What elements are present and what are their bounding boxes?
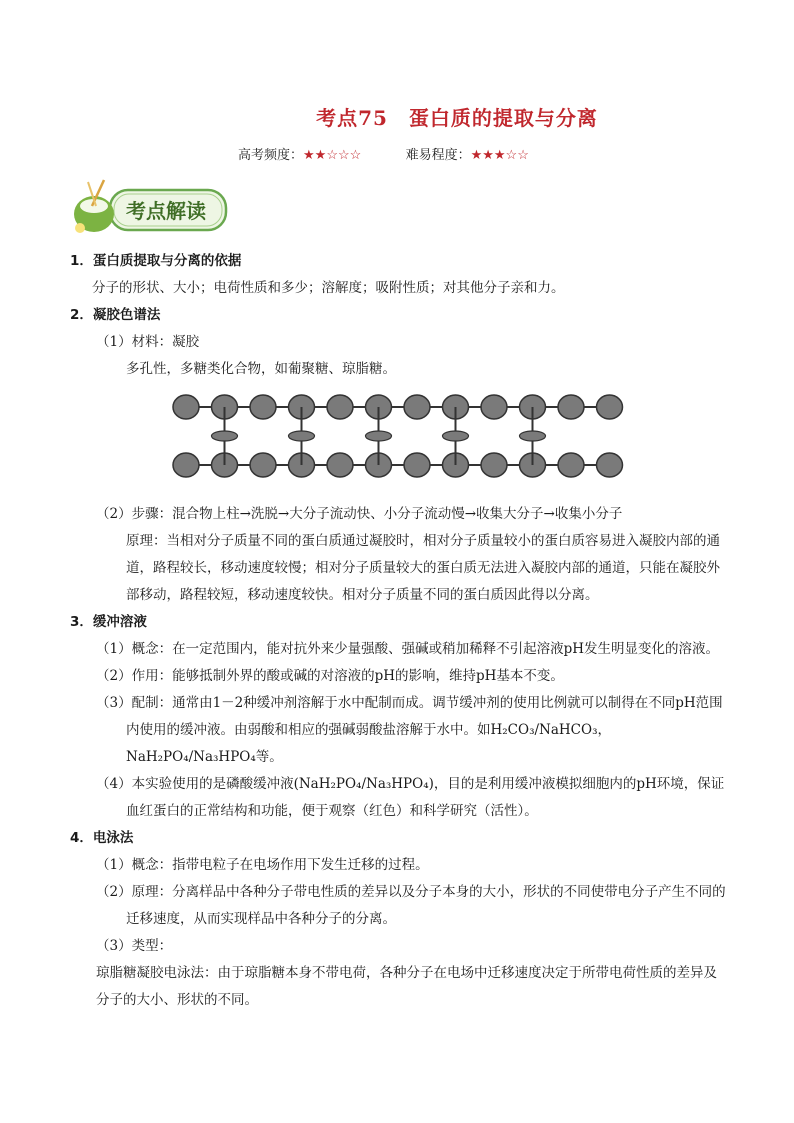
crosslink-node xyxy=(443,431,469,441)
section-2-heading: 2．凝胶色谱法 xyxy=(70,307,161,323)
section-2-principle: 原理：当相对分子质量不同的蛋白质通过凝胶时，相对分子质量较小的蛋白质容易进入凝胶内部的通道，路程较长，移动速度较慢；相对分子质量较大的蛋白质无法进入凝胶内部的通道，只能在凝胶外部移动，路程较短，移动速度较快。相对分子质量不同的蛋白质因此得以分离。 xyxy=(126,533,720,603)
gel-bead xyxy=(250,453,276,477)
page-title: 考点75 蛋白质的提取与分离 xyxy=(316,106,598,130)
frequency-stars: ★★☆☆☆ xyxy=(303,148,362,163)
crosslink-node xyxy=(212,431,238,441)
gel-bottom-row xyxy=(173,453,623,477)
difficulty-stars: ★★★☆☆ xyxy=(470,148,529,163)
section-banner xyxy=(70,176,230,238)
difficulty-label: 难易程度： xyxy=(405,148,471,163)
section-4-item-3-desc: 琼脂糖凝胶电泳法：由于琼脂糖本身不带电荷，各种分子在电场中迁移速度决定于所带电荷性质的差异及分子的大小、形状的不同。 xyxy=(96,965,717,1008)
section-3-item-1: （1）概念：在一定范围内，能对抗外来少量强酸、强碱或稍加稀释不引起溶液pH发生明显变化的溶液。 xyxy=(96,641,720,657)
gel-bead xyxy=(173,395,199,419)
section-3-item-4: （4）本实验使用的是磷酸缓冲液(NaH₂PO₄/Na₃HPO₄)，目的是利用缓冲液模拟细胞内的pH环境，保证血红蛋白的正常结构和功能，便于观察（红色）和科学研究（活性）。 xyxy=(96,776,725,819)
gel-bead xyxy=(250,395,276,419)
gel-bead xyxy=(327,453,353,477)
section-3-item-2: （2）作用：能够抵制外界的酸或碱的对溶液的pH的影响，维持pH基本不变。 xyxy=(96,668,564,684)
section-3-heading: 3．缓冲溶液 xyxy=(70,614,147,630)
gel-bead xyxy=(558,395,584,419)
section-2-item-1-desc: 多孔性，多糖类化合物，如葡聚糖、琼脂糖。 xyxy=(126,361,396,377)
flower-icon xyxy=(75,223,85,233)
section-4-item-3: （3）类型： xyxy=(96,938,173,954)
gel-bead xyxy=(597,395,623,419)
gel-structure-diagram xyxy=(168,387,628,487)
section-3-item-3: （3）配制：通常由1－2种缓冲剂溶解于水中配制而成。调节缓冲剂的使用比例就可以制得在不同pH范围内使用的缓冲液。由弱酸和相应的强碱弱酸盐溶解于水中。如H₂CO₃/NaHCO₃，NaH₂PO₄/Na₃HPO₄等。 xyxy=(96,695,723,765)
gel-bead xyxy=(327,395,353,419)
section-1-heading: 1．蛋白质提取与分离的依据 xyxy=(70,253,242,269)
buffer-formula: H₂CO₃/NaHCO₃，NaH₂PO₄/Na₃HPO₄ xyxy=(126,722,611,765)
section-1-text: 分子的形状、大小；电荷性质和多少；溶解度；吸附性质；对其他分子亲和力。 xyxy=(92,280,565,296)
gel-bead xyxy=(404,453,430,477)
crosslink-node xyxy=(366,431,392,441)
section-4-heading: 4．电泳法 xyxy=(70,830,134,846)
gel-bead xyxy=(481,453,507,477)
crosslink-node xyxy=(520,431,546,441)
section-4-item-1: （1）概念：指带电粒子在电场作用下发生迁移的过程。 xyxy=(96,857,429,873)
gel-bead xyxy=(558,453,584,477)
difficulty-bar xyxy=(238,144,529,163)
section-2-item-1: （1）材料：凝胶 xyxy=(96,334,200,350)
crosslink-node xyxy=(289,431,315,441)
gel-bead xyxy=(173,453,199,477)
main-content xyxy=(70,248,730,1014)
gel-bead xyxy=(481,395,507,419)
gel-bead xyxy=(404,395,430,419)
banner-text: 考点解读 xyxy=(126,199,206,223)
gel-top-row xyxy=(173,395,623,419)
gel-bead xyxy=(597,453,623,477)
frequency-label: 高考频度： xyxy=(238,148,304,163)
section-2-item-2: （2）步骤：混合物上柱→洗脱→大分子流动快、小分子流动慢→收集大分子→收集小分子 xyxy=(96,506,623,522)
section-4-item-2: （2）原理：分离样品中各种分子带电性质的差异以及分子本身的大小，形状的不同使带电分子产生不同的迁移速度，从而实现样品中各种分子的分离。 xyxy=(96,884,726,927)
